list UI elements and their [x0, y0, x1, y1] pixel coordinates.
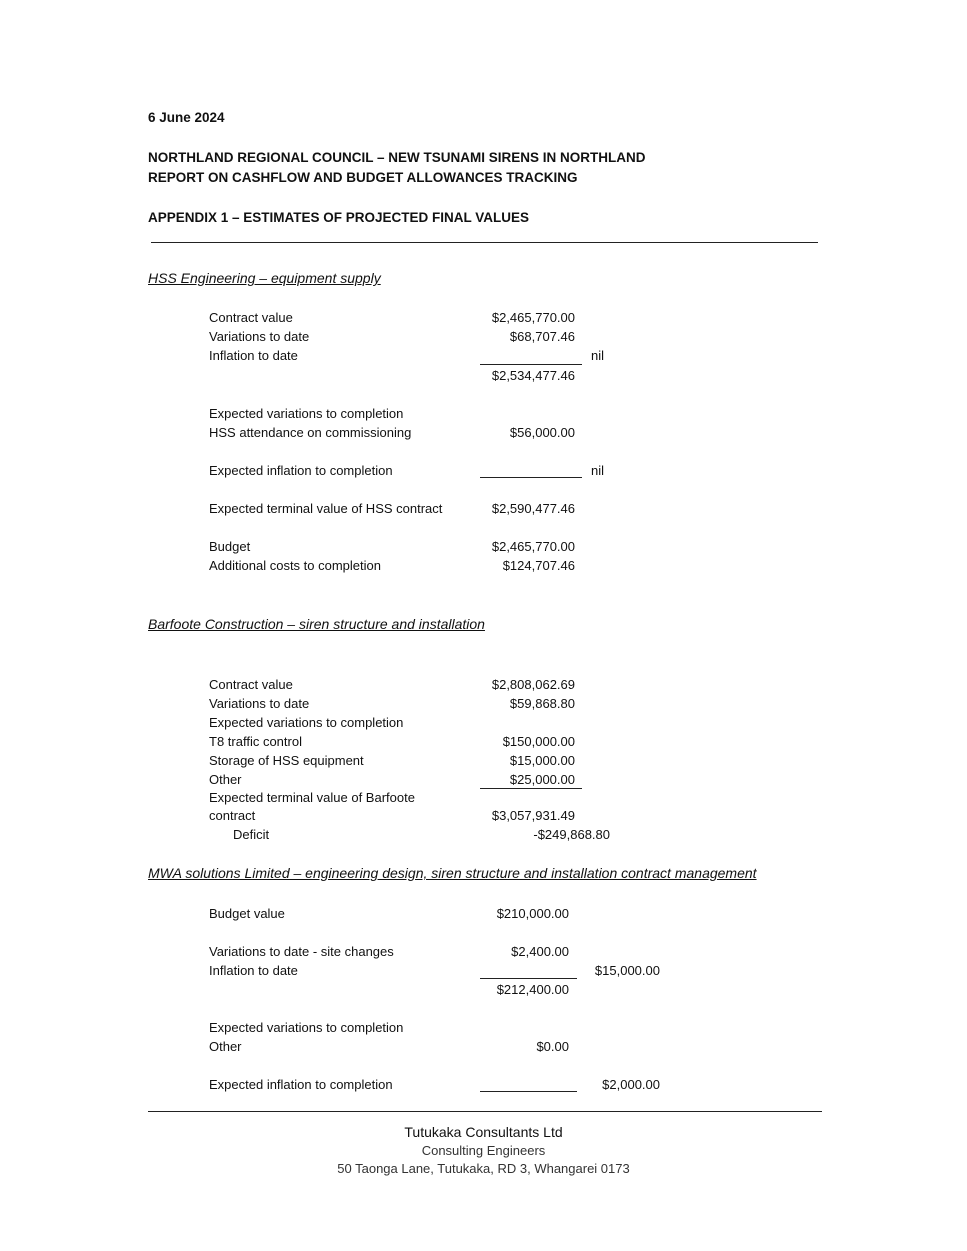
barfoote-other: $25,000.00 [509, 772, 575, 787]
barfoote-terminal-label-2: contract [209, 808, 256, 823]
mwa-subtotal-rule [480, 978, 577, 979]
barfoote-variations: $59,868.80 [509, 696, 575, 711]
mwa-budget-label: Budget value [209, 906, 285, 921]
barfoote-terminal: $3,057,931.49 [491, 808, 575, 823]
barfoote-section-heading: Barfoote Construction – siren structure and installation [148, 616, 485, 632]
barfoote-variations-label: Variations to date [209, 696, 310, 711]
barfoote-other-label: Other [209, 772, 242, 787]
hss-budget: $2,465,770.00 [491, 539, 575, 554]
mwa-section-heading: MWA solutions Limited – engineering design, siren structure and installation contract management [148, 865, 757, 881]
footer-subtitle: Consulting Engineers [421, 1143, 546, 1158]
barfoote-storage: $15,000.00 [509, 753, 575, 768]
hss-terminal-label: Expected terminal value of HSS contract [209, 501, 443, 516]
hss-subtotal-rule [480, 364, 582, 365]
footer-company: Tutukaka Consultants Ltd [404, 1124, 563, 1140]
mwa-inflation-side: $15,000.00 [594, 963, 660, 978]
barfoote-deficit: -$249,868.80 [533, 827, 610, 842]
mwa-exp-variations-label: Expected variations to completion [209, 1020, 404, 1035]
hss-inflation-side: nil [591, 348, 605, 363]
barfoote-subtotal-rule [480, 788, 582, 789]
barfoote-contract-value: $2,808,062.69 [491, 677, 575, 692]
barfoote-deficit-label: Deficit [233, 827, 270, 842]
appendix-heading: APPENDIX 1 – ESTIMATES OF PROJECTED FINAL VALUES [148, 210, 530, 225]
hss-subtotal: $2,534,477.46 [491, 368, 575, 383]
hss-exp-inflation-label: Expected inflation to completion [209, 463, 393, 478]
hss-contract-value-label: Contract value [209, 310, 293, 325]
barfoote-traffic-label: T8 traffic control [209, 734, 302, 749]
mwa-other-label: Other [209, 1039, 242, 1054]
mwa-other: $0.00 [536, 1039, 569, 1054]
barfoote-storage-label: Storage of HSS equipment [209, 753, 364, 768]
mwa-exp-inflation-side: $2,000.00 [602, 1077, 660, 1092]
hss-exp-inflation-rule [480, 477, 582, 478]
hss-terminal: $2,590,477.46 [491, 501, 575, 516]
hss-variations-label: Variations to date [209, 329, 310, 344]
hss-variations: $68,707.46 [509, 329, 575, 344]
barfoote-exp-variations-label: Expected variations to completion [209, 715, 404, 730]
hss-exp-inflation-side: nil [591, 463, 605, 478]
mwa-inflation-label: Inflation to date [209, 963, 298, 978]
hss-contract-value: $2,465,770.00 [491, 310, 575, 325]
hss-additional: $124,707.46 [502, 558, 575, 573]
barfoote-terminal-label-1: Expected terminal value of Barfoote [209, 790, 415, 805]
hss-additional-label: Additional costs to completion [209, 558, 381, 573]
hss-section-heading: HSS Engineering – equipment supply [148, 270, 381, 286]
footer-address: 50 Taonga Lane, Tutukaka, RD 3, Whangarei 0173 [337, 1161, 630, 1176]
hss-budget-label: Budget [209, 539, 251, 554]
mwa-subtotal: $212,400.00 [496, 982, 569, 997]
hss-attendance-label: HSS attendance on commissioning [209, 425, 412, 440]
hss-inflation-label: Inflation to date [209, 348, 298, 363]
document-title-line-1: NORTHLAND REGIONAL COUNCIL – NEW TSUNAMI SIRENS IN NORTHLAND [148, 150, 646, 165]
document-title-line-2: REPORT ON CASHFLOW AND BUDGET ALLOWANCES TRACKING [148, 170, 578, 185]
mwa-variations-label: Variations to date - site changes [209, 944, 394, 959]
mwa-variations: $2,400.00 [511, 944, 569, 959]
hss-attendance: $56,000.00 [509, 425, 575, 440]
hss-exp-variations-label: Expected variations to completion [209, 406, 404, 421]
footer-divider [148, 1111, 822, 1112]
header-divider [151, 242, 818, 243]
mwa-budget: $210,000.00 [496, 906, 569, 921]
document-date: 6 June 2024 [148, 110, 225, 125]
barfoote-contract-value-label: Contract value [209, 677, 293, 692]
barfoote-traffic: $150,000.00 [502, 734, 575, 749]
mwa-exp-inflation-label: Expected inflation to completion [209, 1077, 393, 1092]
